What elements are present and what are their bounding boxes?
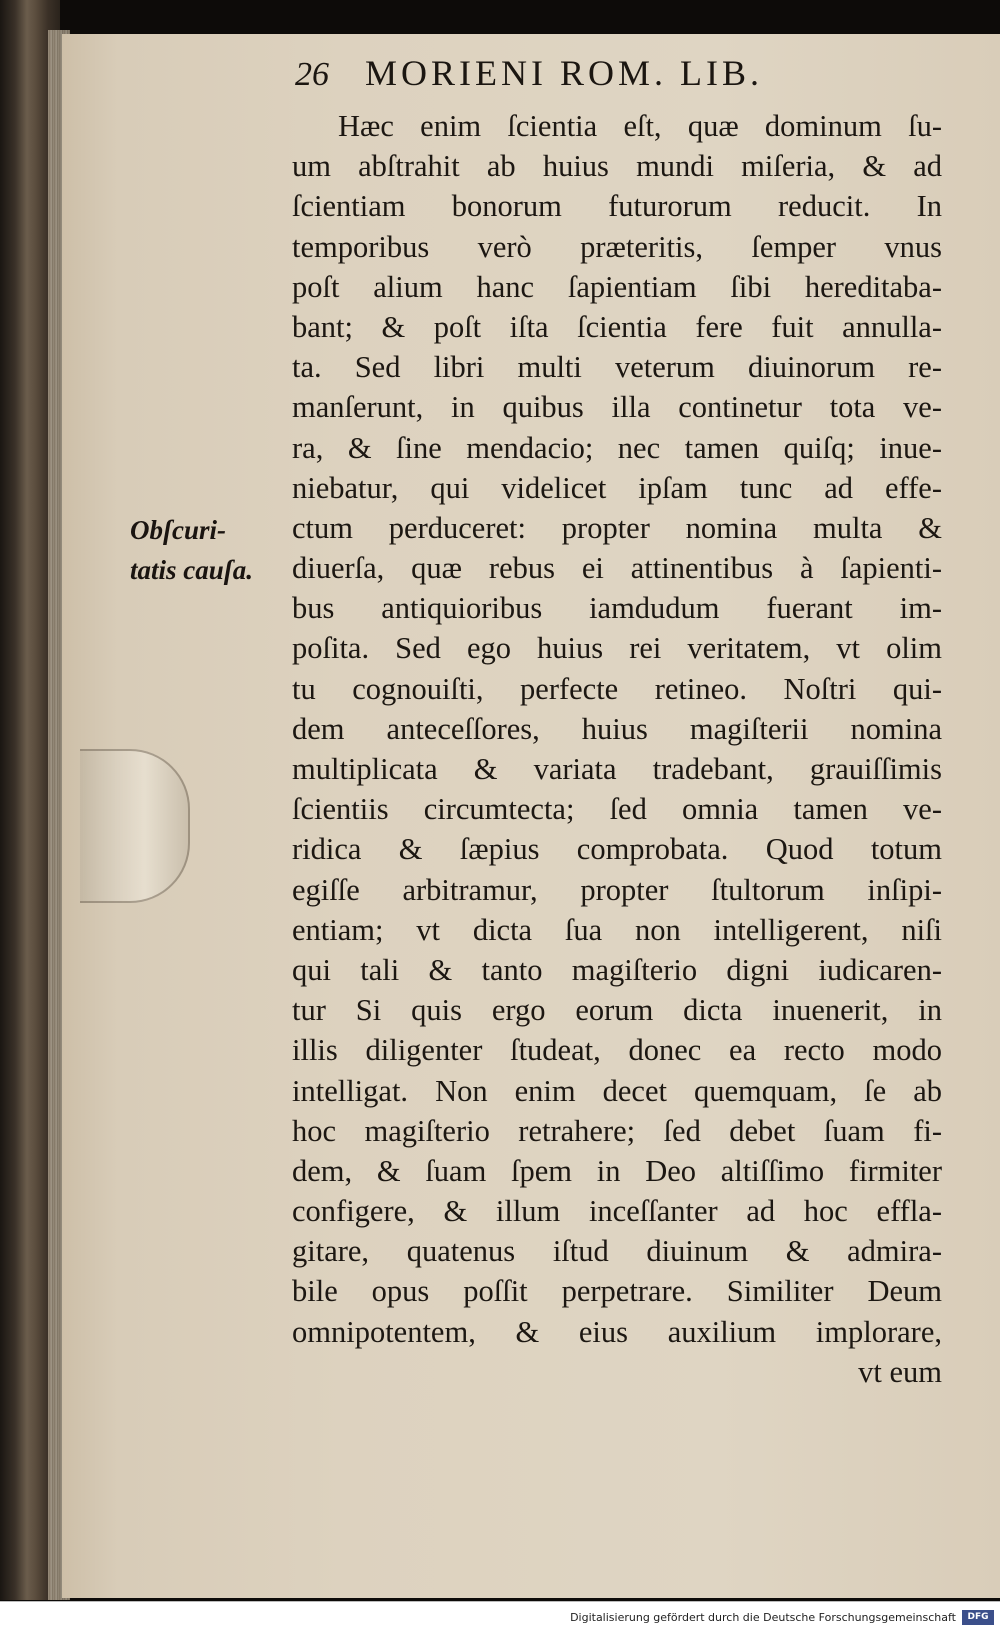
text-line: tur Si quis ergo eorum dicta inuenerit, in bbox=[292, 993, 942, 1028]
funding-credit: Digitalisierung gefördert durch die Deutsche Forschungsgemeinschaft bbox=[570, 1611, 956, 1624]
text-line: ra, & ſine mendacio; nec tamen quiſq; inue- bbox=[292, 430, 942, 465]
text-line: tu cognouiſti, perfecte retineo. Noſtri qui- bbox=[292, 671, 942, 706]
text-line: bus antiquioribus iamdudum fuerant im- bbox=[292, 591, 942, 626]
text-line: gitare, quatenus iſtud diuinum & admira- bbox=[292, 1234, 942, 1269]
margin-note-line: Obſcuri- bbox=[130, 515, 226, 545]
text-line: illis diligenter ſtudeat, donec ea recto modo bbox=[292, 1033, 942, 1068]
text-line: intelligat. Non enim decet quemquam, ſe ab bbox=[292, 1073, 942, 1108]
dfg-logo: DFG bbox=[962, 1610, 994, 1625]
running-title: MORIENI ROM. LIB. bbox=[365, 53, 763, 93]
text-line: diuerſa, quæ rebus ei attinentibus à ſapienti- bbox=[292, 551, 942, 586]
text-line: qui tali & tanto magiſterio digni iudicaren- bbox=[292, 952, 942, 987]
text-line: entiam; vt dicta ſua non intelligerent, niſi bbox=[292, 912, 942, 947]
text-line: poſita. Sed ego huius rei veritatem, vt olim bbox=[292, 631, 942, 666]
text-line: manſerunt, in quibus illa continetur tota ve- bbox=[292, 390, 942, 425]
text-line: ctum perduceret: propter nomina multa & bbox=[292, 510, 942, 545]
text-line: bant; & poſt iſta ſcientia fere fuit annulla- bbox=[292, 309, 942, 344]
text-line: ſcientiam bonorum futurorum reducit. In bbox=[292, 189, 942, 224]
text-line: ſcientiis circumtecta; ſed omnia tamen ve- bbox=[292, 792, 942, 827]
page-number: 26 bbox=[295, 56, 329, 93]
page-clip bbox=[80, 749, 190, 903]
margin-note bbox=[130, 510, 280, 590]
text-line: configere, & illum inceſſanter ad hoc effla- bbox=[292, 1194, 942, 1229]
text-line: bile opus poſſit perpetrare. Similiter Deum bbox=[292, 1274, 942, 1309]
catchword: vt eum bbox=[858, 1354, 942, 1389]
text-line: ta. Sed libri multi veterum diuinorum re- bbox=[292, 350, 942, 385]
page-header bbox=[295, 52, 935, 104]
text-line: temporibus verò præteritis, ſemper vnus bbox=[292, 229, 942, 264]
text-line: um abſtrahit ab huius mundi miſeria, & ad bbox=[292, 149, 942, 184]
text-line: Hæc enim ſcientia eſt, quæ dominum ſu- bbox=[338, 109, 942, 143]
text-line: omnipotentem, & eius auxilium implorare, bbox=[292, 1314, 942, 1349]
text-line: egiſſe arbitramur, propter ſtultorum inſipi- bbox=[292, 872, 942, 907]
footer-bar bbox=[0, 1601, 1000, 1635]
text-line: dem anteceſſores, huius magiſterii nomina bbox=[292, 711, 942, 746]
text-line: dem, & ſuam ſpem in Deo altiſſimo firmiter bbox=[292, 1153, 942, 1188]
text-line: poſt alium hanc ſapientiam ſibi hereditaba- bbox=[292, 269, 942, 304]
body-text bbox=[292, 106, 942, 1392]
text-line: multiplicata & variata tradebant, grauiſſimis bbox=[292, 752, 942, 786]
text-line: niebatur, qui videlicet ipſam tunc ad effe- bbox=[292, 470, 942, 505]
margin-note-line: tatis cauſa. bbox=[130, 555, 254, 585]
text-line: ridica & ſæpius comprobata. Quod totum bbox=[292, 832, 942, 867]
text-line: hoc magiſterio retrahere; ſed debet ſuam fi- bbox=[292, 1113, 942, 1148]
